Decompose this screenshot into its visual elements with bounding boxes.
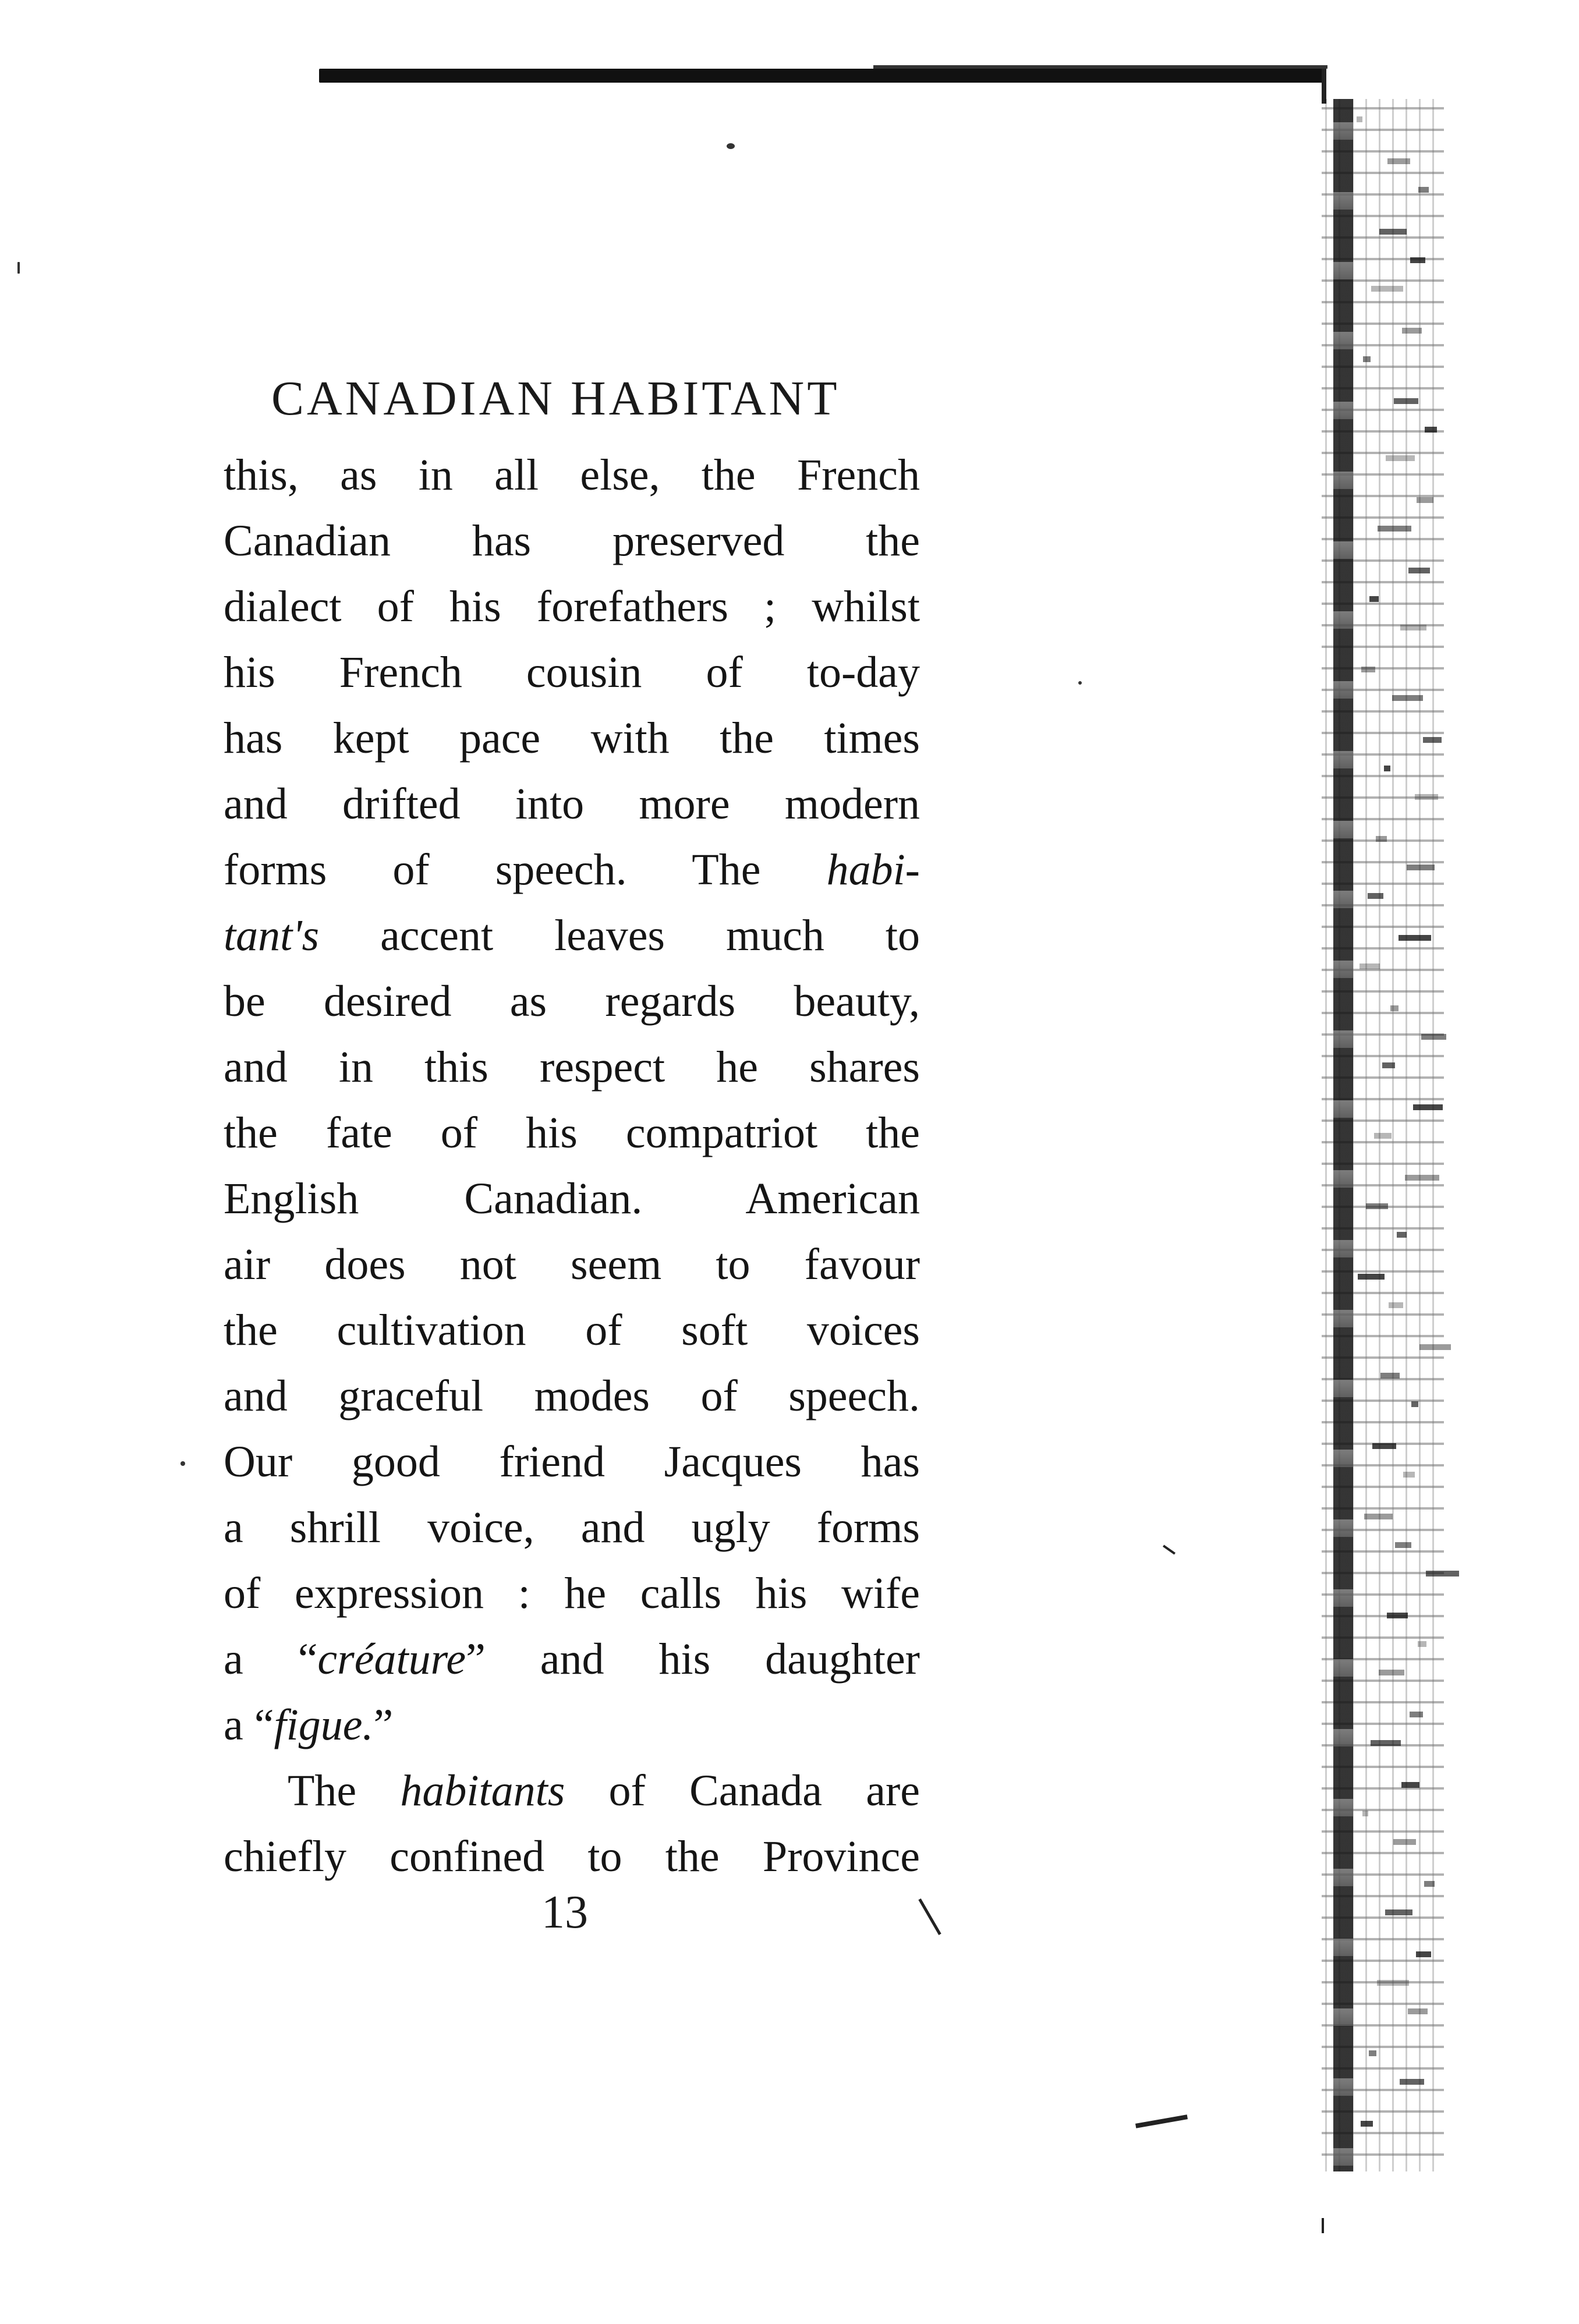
spine-mark	[1417, 497, 1433, 503]
spine-mark	[1371, 286, 1403, 292]
text-line	[224, 903, 920, 969]
spine-mark	[1378, 526, 1411, 532]
spine-mark	[1363, 356, 1371, 362]
text-run: has kept pace with the times	[224, 714, 920, 763]
text-run: a “	[224, 1701, 274, 1749]
spine-mark	[1399, 935, 1431, 941]
text-line	[224, 1166, 920, 1232]
text-run: The	[288, 1766, 401, 1815]
text-line	[224, 1100, 920, 1166]
spine-mark	[1386, 455, 1415, 461]
spine-mark	[1361, 667, 1375, 672]
running-head: CANADIAN HABITANT	[271, 371, 840, 426]
spine-mark	[1369, 2050, 1376, 2056]
text-run: ”	[373, 1701, 394, 1749]
text-run: chiefly confined to the Province	[224, 1832, 920, 1881]
text-line	[224, 574, 920, 640]
text-line	[224, 1824, 920, 1890]
spine-mark	[1401, 1782, 1419, 1788]
spine-mark	[1421, 1034, 1446, 1040]
text-run: the cultivation of soft voices	[224, 1306, 920, 1355]
spine-mark	[1423, 737, 1442, 743]
text-line	[224, 1298, 920, 1363]
spine-mark	[1371, 1740, 1401, 1746]
spine-mark	[1402, 328, 1422, 334]
text-run: a “	[224, 1635, 318, 1684]
spine-mark	[1392, 695, 1423, 701]
text-line	[224, 1758, 920, 1824]
spine-mark	[1368, 893, 1383, 899]
page-number: 13	[541, 1887, 588, 1938]
text-line	[224, 969, 920, 1035]
text-line	[224, 1232, 920, 1298]
spine-mark	[1395, 1542, 1411, 1548]
spine-mark	[1416, 1951, 1431, 1957]
text-run: Canadian has preserved the	[224, 516, 920, 565]
spine-mark	[1425, 427, 1437, 433]
spine-mark	[1360, 963, 1380, 969]
text-run: ” and his daughter	[466, 1635, 920, 1684]
spine-mark	[1408, 2008, 1428, 2014]
spine-mark	[1366, 1203, 1388, 1209]
italic-text: habitants	[400, 1766, 565, 1815]
spine-mark	[1410, 257, 1425, 263]
spine-mark	[1393, 1839, 1416, 1845]
spine-mark	[1358, 1274, 1385, 1280]
text-run: his French cousin of to-day	[224, 648, 920, 697]
spine-mark	[1357, 116, 1362, 122]
spine-mark	[1403, 1472, 1415, 1478]
spine-mark	[1405, 1175, 1439, 1181]
spine-mark	[1362, 1811, 1368, 1816]
scan-mark	[1322, 2218, 1324, 2233]
text-line	[224, 1627, 920, 1692]
spine-mark	[1379, 1670, 1404, 1675]
scan-mark	[1163, 1544, 1176, 1554]
text-run: air does not seem to favour	[224, 1240, 920, 1289]
text-line	[224, 442, 920, 508]
text-run: forms of speech. The	[224, 845, 827, 894]
corner-tick	[1322, 69, 1326, 104]
spine-mark	[1411, 1401, 1418, 1407]
scan-mark	[1135, 2114, 1188, 2128]
spine-mark	[1424, 1881, 1435, 1887]
spine-mark	[1364, 1514, 1393, 1519]
text-run: of expression : he calls his wife	[224, 1569, 920, 1618]
spine-mark	[1384, 766, 1390, 771]
top-rule	[319, 69, 1326, 83]
spine-mark	[1418, 187, 1429, 193]
spine-mark	[1374, 1133, 1392, 1139]
spine-mark	[1408, 568, 1430, 573]
body-text	[224, 442, 920, 1890]
spine-mark	[1377, 1980, 1409, 1986]
text-run: accent leaves much to	[319, 911, 920, 960]
spine-mark	[1372, 1443, 1396, 1449]
spine-mark	[1397, 1232, 1407, 1238]
spine-mark	[1385, 1909, 1412, 1915]
spine-mark	[1400, 2079, 1424, 2085]
scan-speck	[17, 262, 20, 274]
text-run: dialect of his forefathers ; whilst	[224, 582, 920, 631]
spine-mark	[1369, 596, 1379, 602]
text-line	[224, 837, 920, 903]
text-run: English Canadian. American	[224, 1174, 920, 1223]
spine-mark	[1410, 1712, 1423, 1717]
spine-mark	[1387, 1613, 1408, 1618]
scan-mark	[918, 1898, 941, 1935]
spine-mark	[1426, 1571, 1459, 1577]
text-line	[224, 1035, 920, 1100]
text-line	[224, 1363, 920, 1429]
scan-speck	[727, 143, 735, 149]
spine-mark	[1394, 398, 1418, 404]
text-line	[224, 1692, 920, 1758]
spine-mark	[1387, 158, 1410, 164]
text-line	[224, 706, 920, 771]
scan-speck	[1078, 681, 1082, 685]
text-line	[224, 640, 920, 706]
italic-text: tant's	[224, 911, 320, 960]
text-run: and in this respect he shares	[224, 1043, 920, 1092]
scan-speck	[180, 1461, 185, 1466]
text-line	[224, 1561, 920, 1627]
text-run: be desired as regards beauty,	[224, 977, 920, 1026]
spine-mark	[1389, 1302, 1403, 1308]
text-line	[224, 1429, 920, 1495]
text-run: a shrill voice, and ugly forms	[224, 1503, 920, 1552]
spine-mark	[1390, 1005, 1399, 1011]
binding-spine-edge	[1333, 99, 1353, 2171]
italic-text: figue.	[274, 1701, 374, 1749]
spine-mark	[1361, 2121, 1373, 2127]
text-run: of Canada are	[565, 1766, 920, 1815]
spine-mark	[1413, 1104, 1443, 1110]
spine-mark	[1380, 1373, 1400, 1379]
text-run: Our good friend Jacques has	[224, 1437, 920, 1486]
spine-mark	[1415, 794, 1438, 800]
italic-text: créature	[317, 1635, 466, 1684]
italic-text: habi-	[826, 845, 920, 894]
text-line	[224, 1495, 920, 1561]
text-line	[224, 508, 920, 574]
text-line	[224, 771, 920, 837]
text-run: this, as in all else, the French	[224, 451, 920, 499]
spine-mark	[1379, 229, 1407, 235]
spine-mark	[1382, 1062, 1395, 1068]
spine-mark	[1418, 1641, 1426, 1647]
text-run: and drifted into more modern	[224, 780, 920, 828]
spine-mark	[1376, 836, 1387, 842]
spine-mark	[1407, 865, 1435, 870]
text-run: the fate of his compatriot the	[224, 1108, 920, 1157]
spine-mark	[1400, 625, 1426, 630]
text-run: and graceful modes of speech.	[224, 1372, 920, 1420]
spine-mark	[1419, 1344, 1451, 1350]
